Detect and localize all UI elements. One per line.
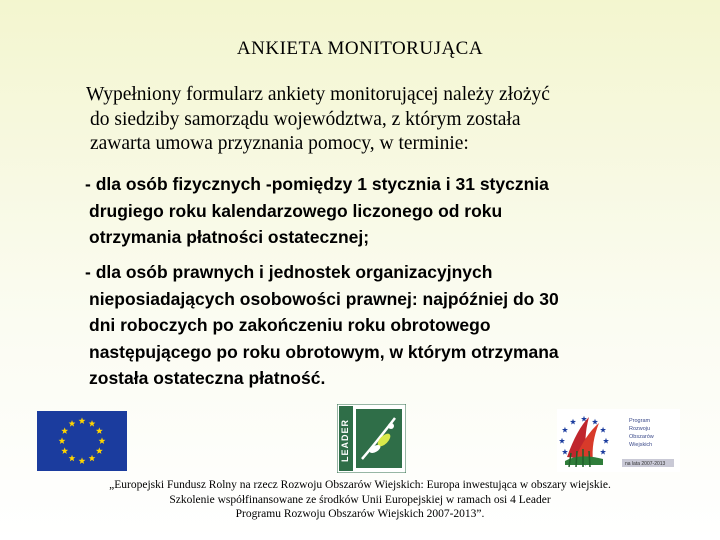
prow-logo (557, 409, 680, 472)
legal-persons-line: została ostateczna płatność. (89, 368, 326, 388)
prow-logo-line: Rozwoju (629, 426, 651, 432)
natural-persons-item (85, 171, 705, 251)
legal-persons-line: następującego po roku obrotowym, w którym otrzymana (89, 341, 559, 362)
natural-persons-line: - dla osób fizycznych -pomiędzy 1 stycznia i 31 stycznia (85, 174, 549, 194)
intro-paragraph (84, 83, 684, 157)
legal-persons-line: - dla osób prawnych i jednostek organizacyjnych (85, 262, 493, 282)
prow-logo-line: Obszarów (629, 434, 654, 440)
natural-persons-line: drugiego roku kalendarzowego liczonego od roku (89, 200, 503, 221)
leader-logo-text: LEADER (340, 418, 350, 462)
intro-line: Wypełniony formularz ankiety monitorującej należy złożyć (86, 84, 550, 105)
intro-line: do siedziby samorządu województwa, z którym została (90, 108, 521, 130)
footer-line: Szkolenie współfinansowane ze środków Unii Europejskiej w ramach osi 4 Leader (169, 493, 551, 506)
prow-logo-line: na lata 2007-2013 (625, 461, 666, 467)
footer-note (0, 478, 720, 522)
intro-line: zawarta umowa przyznania pomocy, w terminie: (90, 133, 469, 154)
legal-persons-line: dni roboczych po zakończeniu roku obrotowego (89, 315, 491, 335)
prow-logo-line: Wiejskich (629, 442, 653, 448)
footer-line: „Europejski Fundusz Rolny na rzecz Rozwoju Obszarów Wiejskich: Europa inwestująca w obszary wiejskie. (109, 479, 611, 491)
leader-logo (337, 404, 406, 473)
eu-flag-logo (37, 411, 127, 471)
slide-title: ANKIETA MONITORUJĄCA (236, 38, 484, 59)
footer-line: Programu Rozwoju Obszarów Wiejskich 2007-2013”. (235, 508, 485, 520)
legal-persons-line: nieposiadających osobowości prawnej: najpóźniej do 30 (89, 288, 559, 309)
prow-logo-line: Program (629, 418, 651, 424)
legal-persons-item (85, 259, 705, 392)
natural-persons-line: otrzymania płatności ostatecznej; (89, 227, 370, 247)
